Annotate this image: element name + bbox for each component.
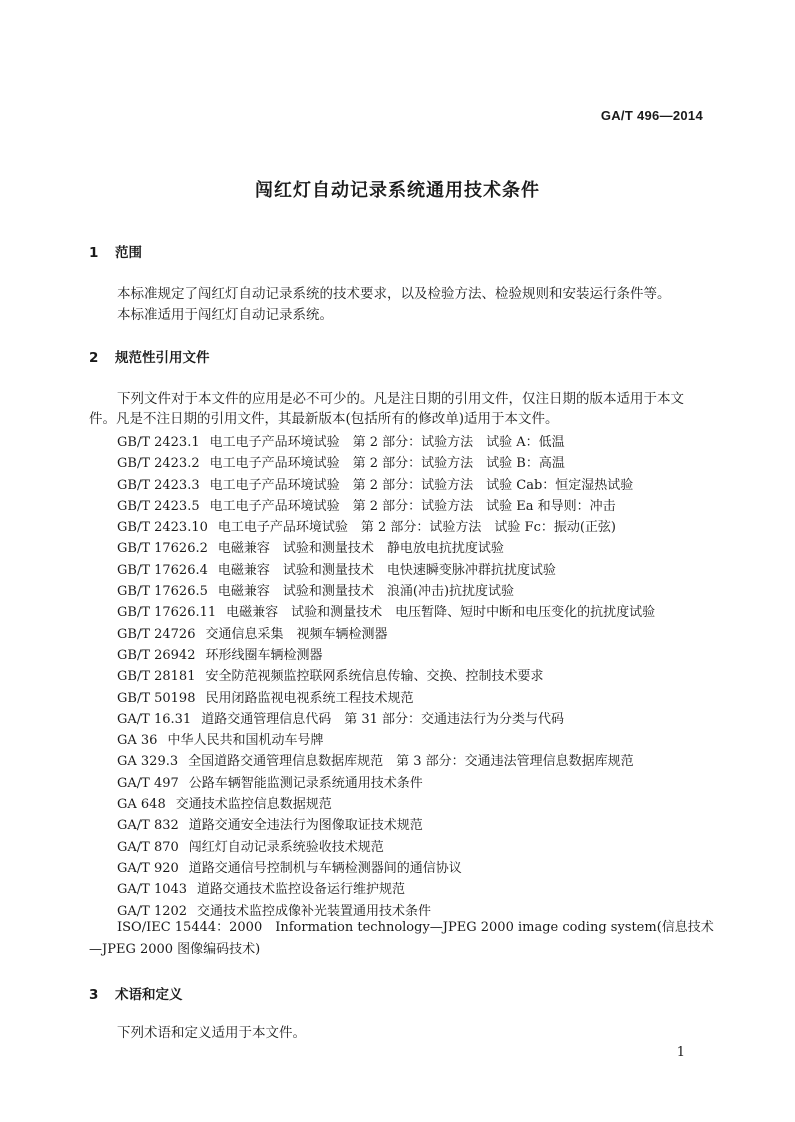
reference-code: GB/T 24726	[117, 626, 196, 642]
reference-code: GB/T 17626.4	[117, 562, 208, 578]
reference-code: GB/T 2423.5	[117, 498, 200, 514]
reference-code: GA/T 16.31	[117, 711, 192, 727]
reference-item	[117, 666, 717, 687]
reference-code: GA/T 1043	[117, 882, 188, 898]
reference-title: 电工电子产品环境试验 第 2 部分：试验方法 试验 Ea 和导则：冲击	[209, 498, 616, 514]
reference-code: GA 36	[117, 733, 158, 749]
reference-title: 电磁兼容 试验和测量技术 电快速瞬变脉冲群抗扰度试验	[217, 562, 556, 578]
references-intro: 下列文件对于本文件的应用是必不可少的。凡是注日期的引用文件，仅注日期的版本适用于本文件。凡是不注日期的引用文件，其最新版本(包括所有的修改单)适用于本文件。	[89, 391, 684, 427]
reference-item	[117, 688, 717, 709]
reference-code: GA/T 920	[117, 860, 179, 876]
reference-code: GA 329.3	[117, 754, 179, 770]
reference-title: 电工电子产品环境试验 第 2 部分：试验方法 试验 Cab：恒定湿热试验	[209, 477, 634, 493]
reference-item	[117, 773, 717, 794]
reference-code: GA/T 832	[117, 818, 179, 834]
section-title: 范围	[115, 245, 142, 261]
terms-intro: 下列术语和定义适用于本文件。	[117, 1025, 306, 1041]
reference-item	[117, 560, 717, 581]
section-number: 2	[89, 350, 99, 366]
reference-item	[117, 624, 717, 645]
reference-code: GB/T 28181	[117, 669, 196, 685]
reference-item	[117, 730, 717, 751]
reference-title: 交通信息采集 视频车辆检测器	[205, 626, 388, 642]
section-number: 3	[89, 987, 99, 1003]
reference-code: GB/T 2423.1	[117, 435, 200, 450]
iso-reference: ISO/IEC 15444：2000 Information technology—JPEG 2000 image coding system(信息技术—JPEG 2000 图像编码技术)	[89, 920, 714, 957]
reference-list	[117, 432, 717, 922]
reference-code: GB/T 17626.2	[117, 541, 208, 557]
reference-title: 电磁兼容 试验和测量技术 浪涌(冲击)抗扰度试验	[217, 584, 515, 600]
reference-code: GB/T 2423.3	[117, 477, 200, 493]
section-number: 1	[89, 245, 99, 261]
reference-code: GA 648	[117, 797, 166, 813]
section-title: 术语和定义	[115, 987, 183, 1003]
reference-code: GA/T 497	[117, 775, 179, 791]
reference-item	[117, 517, 717, 538]
reference-item	[117, 794, 717, 815]
page-number: 1	[676, 1045, 685, 1060]
reference-title: 环形线圈车辆检测器	[205, 647, 323, 663]
reference-code: GB/T 17626.11	[117, 605, 217, 621]
section-2-heading	[89, 346, 210, 366]
reference-item	[117, 858, 717, 879]
reference-code: GA/T 1202	[117, 903, 188, 919]
reference-title: 中华人民共和国机动车号牌	[167, 733, 324, 749]
reference-title: 公路车辆智能监测记录系统通用技术条件	[188, 775, 423, 791]
document-title: 闯红灯自动记录系统通用技术条件	[255, 180, 540, 201]
scope-paragraph-2: 本标准适用于闯红灯自动记录系统。	[117, 307, 333, 323]
reference-item	[117, 751, 717, 772]
reference-code: GA/T 870	[117, 839, 179, 855]
reference-item	[117, 709, 717, 730]
reference-item	[117, 602, 717, 623]
reference-title: 全国道路交通管理信息数据库规范 第 3 部分：交通违法管理信息数据库规范	[188, 754, 634, 770]
reference-title: 道路交通技术监控设备运行维护规范	[197, 882, 406, 898]
reference-item	[117, 645, 717, 666]
scope-paragraph-1: 本标准规定了闯红灯自动记录系统的技术要求，以及检验方法、检验规则和安装运行条件等。	[117, 286, 671, 302]
reference-item	[117, 581, 717, 602]
reference-code: GB/T 2423.10	[117, 520, 208, 536]
reference-title: 电工电子产品环境试验 第 2 部分：试验方法 试验 A：低温	[209, 435, 565, 450]
reference-item	[117, 453, 717, 474]
reference-item	[117, 475, 717, 496]
standard-code: GA/T 496—2014	[600, 108, 703, 123]
reference-item	[117, 432, 717, 453]
reference-code: GB/T 26942	[117, 647, 196, 663]
reference-title: 道路交通安全违法行为图像取证技术规范	[188, 818, 423, 834]
reference-title: 道路交通信号控制机与车辆检测器间的通信协议	[188, 860, 462, 876]
reference-title: 电磁兼容 试验和测量技术 静电放电抗扰度试验	[217, 541, 504, 557]
reference-item	[117, 837, 717, 858]
reference-item	[117, 538, 717, 559]
reference-title: 电工电子产品环境试验 第 2 部分：试验方法 试验 B：高温	[209, 456, 565, 472]
reference-item	[117, 815, 717, 836]
reference-title: 道路交通管理信息代码 第 31 部分：交通违法行为分类与代码	[201, 711, 564, 727]
section-1-heading	[89, 241, 142, 261]
section-3-heading	[89, 983, 183, 1003]
reference-code: GB/T 50198	[117, 690, 196, 706]
reference-code: GB/T 2423.2	[117, 456, 200, 472]
reference-title: 电磁兼容 试验和测量技术 电压暂降、短时中断和电压变化的抗扰度试验	[226, 605, 656, 621]
reference-item	[117, 496, 717, 517]
reference-code: GB/T 17626.5	[117, 584, 208, 600]
reference-title: 民用闭路监视电视系统工程技术规范	[205, 690, 414, 706]
reference-title: 交通技术监控信息数据规范	[175, 797, 332, 813]
section-title: 规范性引用文件	[115, 350, 210, 366]
reference-item	[117, 879, 717, 900]
reference-title: 闯红灯自动记录系统验收技术规范	[188, 839, 384, 855]
reference-title: 电工电子产品环境试验 第 2 部分：试验方法 试验 Fc：振动(正弦)	[217, 520, 617, 536]
reference-title: 安全防范视频监控联网系统信息传输、交换、控制技术要求	[205, 669, 544, 685]
reference-title: 交通技术监控成像补光装置通用技术条件	[197, 903, 432, 919]
